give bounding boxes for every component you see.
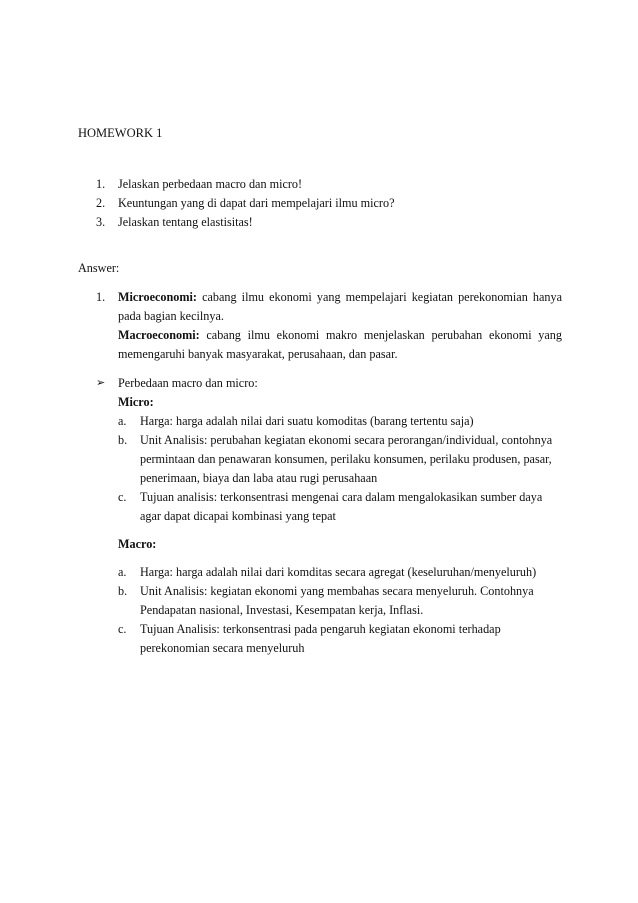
micro-definition (118, 288, 562, 326)
answer-number: 1. (96, 290, 106, 304)
micro-section (96, 393, 566, 526)
item-letter: c. (118, 490, 127, 504)
macro-definition-text: cabang ilmu ekonomi makro menjelaskan perubahan ekonomi yang memengaruhi banyak masyarakat, perusahaan, dan pasar. (118, 328, 562, 361)
question-text: Jelaskan perbedaan macro dan micro! (118, 177, 303, 191)
item-letter: b. (118, 433, 128, 447)
question-number: 1. (96, 177, 106, 191)
item-text: Harga: harga adalah nilai dari suatu komoditas (barang tertentu saja) (140, 414, 474, 428)
bullet-item (96, 374, 566, 393)
item-text: Tujuan analisis: terkonsentrasi mengenai cara dalam mengalokasikan sumber daya agar dapat dicapai kombinasi yang tepat (140, 490, 543, 523)
question-number: 3. (96, 215, 106, 229)
definitions (118, 288, 562, 364)
micro-heading: Micro: (118, 395, 154, 409)
question-text: Keuntungan yang di dapat dari mempelajari ilmu micro? (118, 196, 395, 210)
question-text: Jelaskan tentang elastisitas! (118, 215, 253, 229)
arrow-bullet-icon: ➢ (96, 377, 106, 389)
answer-list (96, 288, 562, 364)
micro-term: Microeconomi: (118, 290, 197, 304)
list-item (118, 488, 566, 526)
item-letter: a. (118, 414, 127, 428)
item-letter: c. (118, 622, 127, 636)
item-text: Unit Analisis: kegiatan ekonomi yang membahas secara menyeluruh. Contohnya Pendapatan nasional, Investasi, Kesempatan kerja, Inflasi. (140, 584, 534, 617)
macro-section (96, 535, 566, 658)
item-letter: a. (118, 565, 127, 579)
macro-heading: Macro: (118, 537, 157, 551)
item-text: Unit Analisis: perubahan kegiatan ekonomi secara perorangan/individual, contohnya permintaan dan penawaran konsumen, perilaku konsumen, perilaku produsen, pasar, penerimaan, biaya dan laba atau rugi perusahaan (140, 433, 553, 485)
list-item (118, 412, 566, 431)
comparison-section (96, 374, 566, 658)
item-letter: b. (118, 584, 128, 598)
question-item (96, 194, 576, 213)
bullet-text: Perbedaan macro dan micro: (118, 376, 258, 390)
micro-definition-text: cabang ilmu ekonomi yang mempelajari kegiatan perekonomian hanya pada bagian kecilnya. (118, 290, 562, 323)
question-number: 2. (96, 196, 106, 210)
macro-definition (118, 326, 562, 364)
list-item (118, 620, 566, 658)
list-item (118, 563, 566, 582)
item-text: Harga: harga adalah nilai dari komditas secara agregat (keseluruhan/menyeluruh) (140, 565, 537, 579)
list-item (118, 582, 566, 620)
answer-item (96, 288, 562, 364)
list-item (118, 431, 566, 488)
answer-label: Answer: (78, 261, 120, 275)
question-item (96, 213, 576, 232)
item-text: Tujuan Analisis: terkonsentrasi pada pengaruh kegiatan ekonomi terhadap perekonomian secara menyeluruh (140, 622, 501, 655)
homework-title: HOMEWORK 1 (78, 126, 163, 140)
question-list (96, 175, 576, 232)
question-item (96, 175, 576, 194)
macro-term: Macroeconomi: (118, 328, 200, 342)
